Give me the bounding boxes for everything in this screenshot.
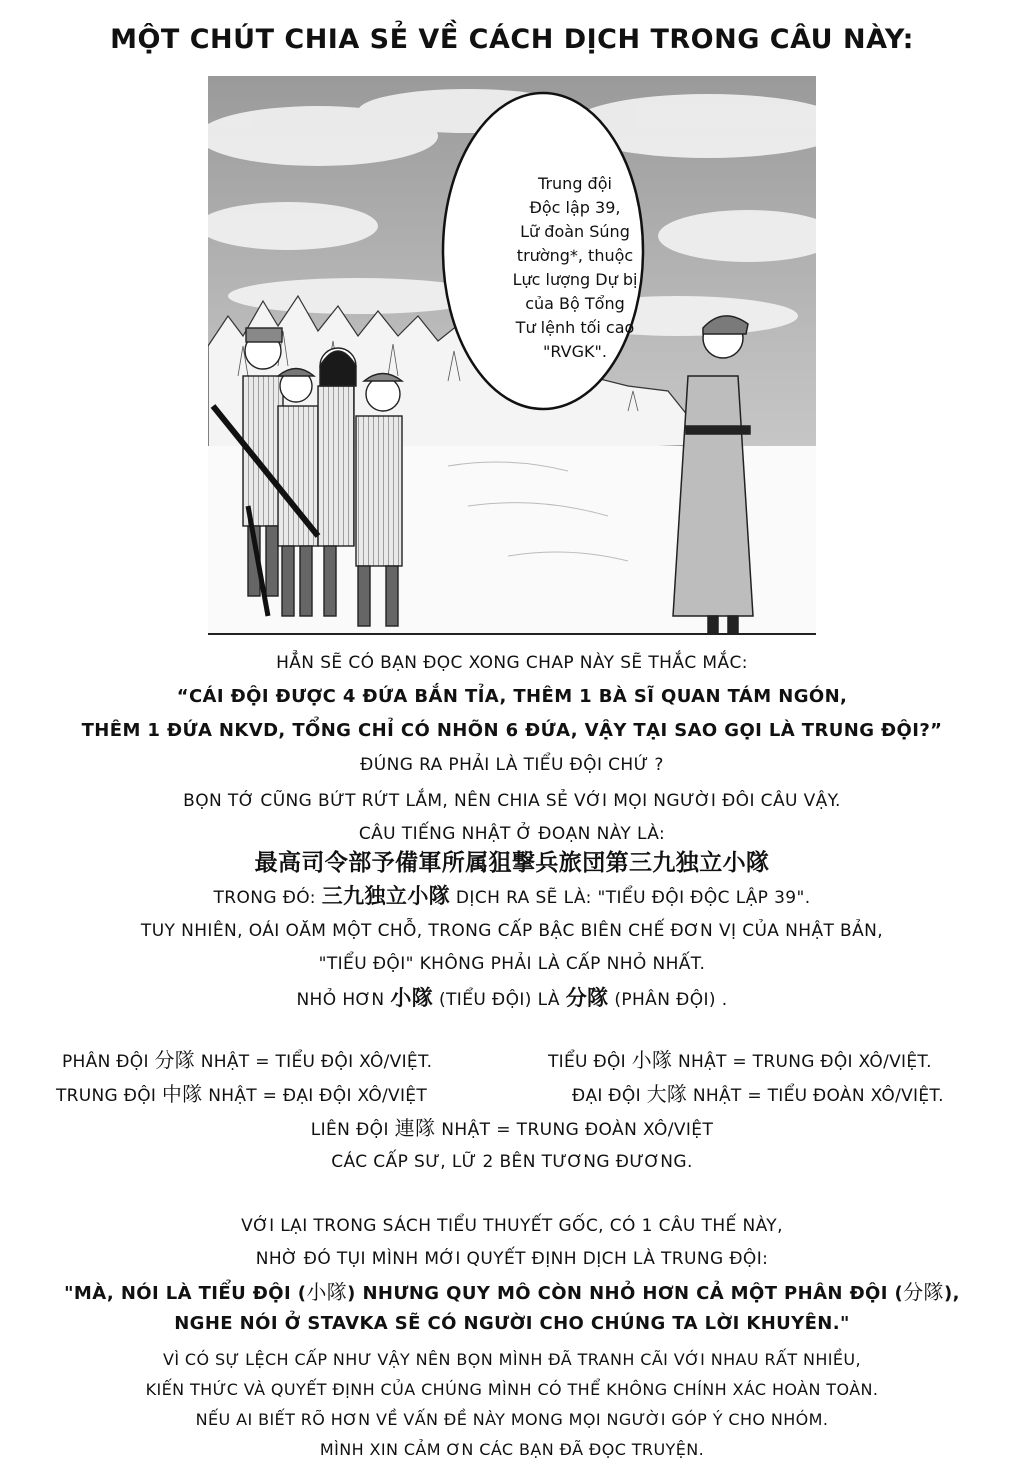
- rank-row-2-right: [572, 1083, 944, 1107]
- text-segment: (TIỂU ĐỘI) LÀ: [433, 990, 566, 1010]
- text-segment: NHỎ HƠN: [296, 990, 391, 1010]
- body-line-5: BỌN TỚ CŨNG BỨT RỨT LẮM, NÊN CHIA SẺ VỚI MỌI NGƯỜI ĐÔI CÂU VẬY.: [183, 791, 841, 811]
- kanji-term: 大隊: [646, 1082, 688, 1106]
- bubble-line: Trung đội: [538, 174, 612, 193]
- novel-quote-2: NGHE NÓI Ở STAVKA SẼ CÓ NGƯỜI CHO CHÚNG TA LỜI KHUYÊN.": [174, 1313, 850, 1334]
- kanji-term: 小隊: [390, 986, 434, 1010]
- speech-bubble-text: [500, 172, 650, 364]
- kanji-term: 連隊: [394, 1116, 436, 1140]
- bubble-line: trường*, thuộc: [516, 246, 634, 265]
- novel-line-7: NẾU AI BIẾT RÕ HƠN VỀ VẤN ĐỀ NÀY MONG MỌI NGƯỜI GÓP Ý CHO NHÓM.: [195, 1410, 829, 1429]
- body-line-1: HẲN SẼ CÓ BẠN ĐỌC XONG CHAP NÀY SẼ THẮC MẮC:: [276, 653, 748, 673]
- text-segment: (PHÂN ĐỘI) .: [608, 990, 728, 1010]
- kanji-term: 分隊: [154, 1048, 196, 1072]
- novel-line-1: VỚI LẠI TRONG SÁCH TIỂU THUYẾT GỐC, CÓ 1 CÂU THẾ NÀY,: [241, 1216, 783, 1236]
- text-segment: ),: [943, 1283, 960, 1304]
- text-segment: DỊCH RA SẼ LÀ: "TIỂU ĐỘI ĐỘC LẬP 39".: [450, 888, 811, 908]
- text-segment: NHẬT = TIỂU ĐOÀN XÔ/VIỆT.: [687, 1086, 944, 1106]
- kanji-term: 分隊: [565, 986, 609, 1010]
- kanji-term: 小隊: [306, 1280, 348, 1304]
- kanji-term: 三九独立小隊: [321, 884, 451, 908]
- text-segment: PHÂN ĐỘI: [62, 1052, 155, 1072]
- text-segment: TRONG ĐÓ:: [213, 888, 322, 908]
- novel-quote-1: [0, 1281, 1024, 1305]
- text-segment: NHẬT = TRUNG ĐOÀN XÔ/VIỆT: [435, 1120, 714, 1140]
- text-segment: ĐẠI ĐỘI: [572, 1086, 647, 1106]
- text-segment: "MÀ, NÓI LÀ TIỂU ĐỘI (: [64, 1283, 307, 1304]
- quote-line-1: “CÁI ĐỘI ĐƯỢC 4 ĐỨA BẮN TỈA, THÊM 1 BÀ SĨ QUAN TÁM NGÓN,: [176, 686, 848, 707]
- text-segment: TIỂU ĐỘI: [548, 1052, 632, 1072]
- novel-line-8: MÌNH XIN CẢM ƠN CÁC BẠN ĐÃ ĐỌC TRUYỆN.: [319, 1440, 705, 1459]
- bubble-line: Độc lập 39,: [529, 198, 621, 217]
- rank-row-4: CÁC CẤP SƯ, LỮ 2 BÊN TƯƠNG ĐƯƠNG.: [331, 1152, 693, 1172]
- rank-row-1-right: [548, 1049, 932, 1073]
- text-segment: ) NHƯNG QUY MÔ CÒN NHỎ HƠN CẢ MỘT PHÂN ĐỘI (: [347, 1283, 904, 1304]
- text-segment: LIÊN ĐỘI: [310, 1120, 395, 1140]
- quote-line-2: THÊM 1 ĐỨA NKVD, TỔNG CHỈ CÓ NHÕN 6 ĐỨA, VẬY TẠI SAO GỌI LÀ TRUNG ĐỘI?”: [81, 720, 943, 741]
- text-segment: NHẬT = TRUNG ĐỘI XÔ/VIỆT.: [672, 1052, 932, 1072]
- bubble-line: Lực lượng Dự bị: [512, 270, 638, 289]
- manga-panel: [208, 76, 816, 635]
- page-title: MỘT CHÚT CHIA SẺ VỀ CÁCH DỊCH TRONG CÂU NÀY:: [110, 24, 914, 55]
- bubble-line: "RVGK".: [543, 342, 607, 361]
- text-segment: NHẬT = TIỂU ĐỘI XÔ/VIỆT.: [195, 1052, 433, 1072]
- body-line-8: [0, 885, 1024, 909]
- text-segment: TRUNG ĐỘI: [56, 1086, 162, 1106]
- kanji-term: 小隊: [631, 1048, 673, 1072]
- novel-line-6: KIẾN THỨC VÀ QUYẾT ĐỊNH CỦA CHÚNG MÌNH CÓ THỂ KHÔNG CHÍNH XÁC HOÀN TOÀN.: [145, 1380, 879, 1399]
- body-line-10: "TIỂU ĐỘI" KHÔNG PHẢI LÀ CẤP NHỎ NHẤT.: [318, 954, 706, 974]
- rank-row-3: [0, 1117, 1024, 1141]
- rank-row-1-left: [62, 1049, 432, 1073]
- bubble-line: Tư lệnh tối cao: [515, 318, 635, 337]
- bubble-line: của Bộ Tổng: [525, 294, 625, 313]
- text-segment: NHẬT = ĐẠI ĐỘI XÔ/VIỆT: [202, 1086, 428, 1106]
- bubble-line: Lữ đoàn Súng: [520, 222, 630, 241]
- body-line-4: ĐÚNG RA PHẢI LÀ TIỂU ĐỘI CHỨ ?: [360, 755, 664, 775]
- body-line-6: CÂU TIẾNG NHẬT Ở ĐOẠN NÀY LÀ:: [358, 824, 666, 844]
- japanese-sentence: 最高司令部予備軍所属狙撃兵旅団第三九独立小隊: [254, 850, 770, 876]
- body-line-9: TUY NHIÊN, OÁI OĂM MỘT CHỖ, TRONG CẤP BẬC BIÊN CHẾ ĐƠN VỊ CỦA NHẬT BẢN,: [140, 921, 884, 941]
- kanji-term: 中隊: [161, 1082, 203, 1106]
- body-line-11: [0, 987, 1024, 1011]
- novel-line-2: NHỜ ĐÓ TỤI MÌNH MỚI QUYẾT ĐỊNH DỊCH LÀ TRUNG ĐỘI:: [255, 1249, 769, 1269]
- kanji-term: 分隊: [903, 1280, 944, 1304]
- rank-row-2-left: [56, 1083, 427, 1107]
- novel-line-5: VÌ CÓ SỰ LỆCH CẤP NHƯ VẬY NÊN BỌN MÌNH ĐÃ TRANH CÃI VỚI NHAU RẤT NHIỀU,: [162, 1350, 862, 1369]
